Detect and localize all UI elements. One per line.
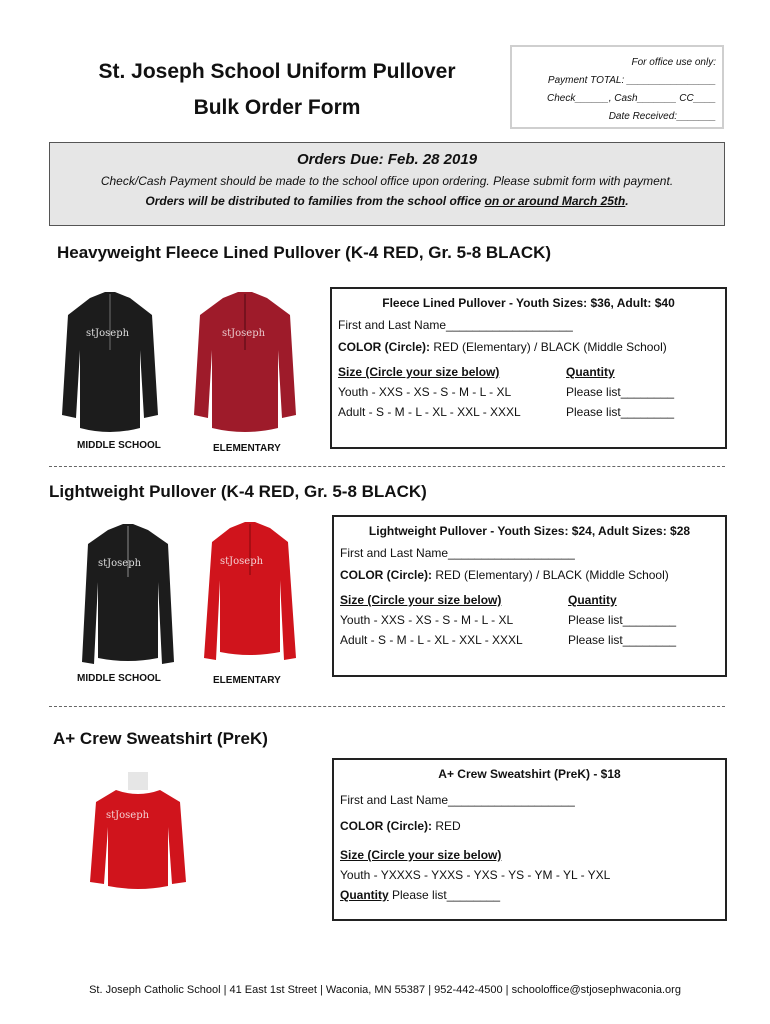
size-quantity-grid [338,362,719,422]
svg-text:stJoseph: stJoseph [222,328,266,339]
adult-quantity-field[interactable]: Please list________ [566,405,675,419]
color-line [340,819,719,833]
distribution-note [50,194,724,208]
form-title: St. Joseph School Uniform Pullover [98,60,456,83]
section-heading-heavyweight: Heavyweight Fleece Lined Pullover (K-4 RED, Gr. 5-8 BLACK) [57,243,552,262]
size-heading: Size (Circle your size below) [340,848,502,862]
color-line [338,340,719,354]
section-heading-crew: A+ Crew Sweatshirt (PreK) [53,729,268,748]
black-lightweight-pullover-image [78,522,178,672]
form-subtitle: Bulk Order Form [193,96,361,119]
black-fleece-pullover-image [60,290,160,440]
section-heading-lightweight: Lightweight Pullover (K-4 RED, Gr. 5-8 BLACK) [49,482,427,501]
distribution-date: on or around March 25th [484,194,626,208]
orders-due-heading: Orders Due: Feb. 28 2019 [296,151,478,168]
name-field-line[interactable]: First and Last Name___________________ [340,546,575,560]
caption-elementary: ELEMENTARY [213,675,281,686]
youth-sizes[interactable]: Youth - XXS - XS - S - M - L - XL [338,385,512,399]
payment-instructions: Check/Cash Payment should be made to the school office upon ordering. Please submit form with payment. [100,174,674,188]
order-box-crew [332,758,727,921]
payment-method-line: Check______, Cash_______ CC____ [546,93,716,104]
date-received-line: Date Received:_______ [608,111,716,122]
adult-sizes[interactable]: Adult - S - M - L - XL - XXL - XXXL [338,405,521,419]
orders-due-box [49,142,725,226]
order-box-heavyweight [330,287,727,449]
size-heading: Size (Circle your size below) [340,593,502,607]
size-block [340,845,719,905]
office-use-label: For office use only: [631,57,716,68]
name-field-line[interactable]: First and Last Name___________________ [340,793,575,807]
quantity-line [340,885,719,905]
svg-text:stJoseph: stJoseph [98,558,142,569]
name-field-line[interactable]: First and Last Name___________________ [338,318,573,332]
size-heading: Size (Circle your size below) [338,365,500,379]
caption-middle-school: MIDDLE SCHOOL [77,440,161,451]
footer-contact: St. Joseph Catholic School | 41 East 1st Street | Waconia, MN 55387 | 952-442-4500 | schooloffice@stjosephwaconia.org [89,984,681,996]
box-title: Lightweight Pullover - Youth Sizes: $24, Adult Sizes: $28 [368,524,691,538]
section-divider [49,706,725,707]
box-title: Fleece Lined Pullover - Youth Sizes: $36, Adult: $40 [382,296,675,310]
size-quantity-grid [340,590,719,650]
red-fleece-pullover-image [190,290,300,440]
color-options[interactable]: RED (Elementary) / BLACK (Middle School) [432,568,669,582]
color-options[interactable]: RED (Elementary) / BLACK (Middle School) [430,340,667,354]
color-options[interactable]: RED [432,819,461,833]
color-label: COLOR (Circle): [338,340,431,354]
distribution-text: Orders will be distributed to families from the school office [145,194,485,208]
box-title: A+ Crew Sweatshirt (PreK) - $18 [438,767,621,781]
caption-middle-school: MIDDLE SCHOOL [77,673,161,684]
youth-quantity-field[interactable]: Please list________ [568,613,677,627]
youth-sizes[interactable]: Youth - YXXXS - YXXS - YXS - YS - YM - YL - YXL [340,868,611,882]
caption-elementary: ELEMENTARY [213,443,281,454]
adult-quantity-field[interactable]: Please list________ [568,633,677,647]
distribution-period: . [625,194,629,208]
svg-text:stJoseph: stJoseph [220,556,264,567]
svg-text:stJoseph: stJoseph [106,810,150,821]
color-line [340,568,719,582]
quantity-label: Quantity [340,888,389,902]
quantity-field[interactable]: Please list________ [388,888,501,902]
quantity-heading: Quantity [568,593,617,607]
order-box-lightweight [332,515,727,677]
section-divider [49,466,725,467]
red-crew-sweatshirt-image [88,772,188,892]
color-label: COLOR (Circle): [340,568,433,582]
payment-total-line: Payment TOTAL: ________________ [547,75,716,86]
youth-sizes[interactable]: Youth - XXS - XS - S - M - L - XL [340,613,514,627]
red-lightweight-pullover-image [200,520,300,665]
youth-quantity-field[interactable]: Please list________ [566,385,675,399]
office-use-box [510,45,724,129]
color-label: COLOR (Circle): [340,819,433,833]
svg-text:stJoseph: stJoseph [86,328,130,339]
quantity-heading: Quantity [566,365,615,379]
adult-sizes[interactable]: Adult - S - M - L - XL - XXL - XXXL [340,633,523,647]
